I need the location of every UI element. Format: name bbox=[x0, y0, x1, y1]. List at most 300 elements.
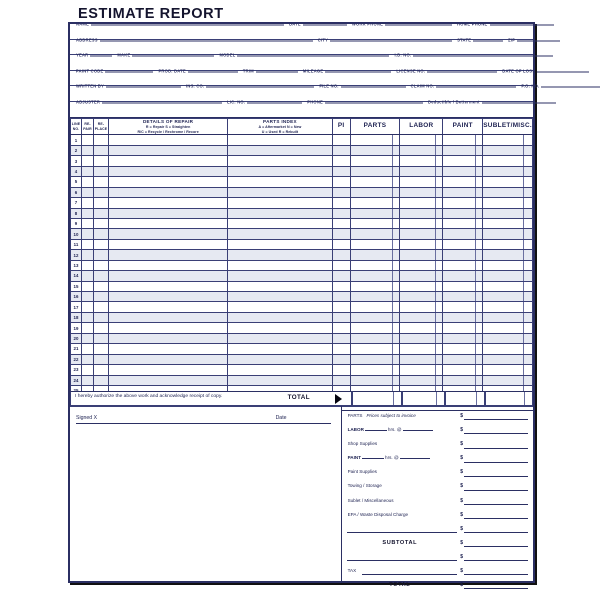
cell-repair[interactable] bbox=[81, 208, 93, 218]
cell-paint[interactable] bbox=[443, 187, 483, 197]
cell-parts[interactable] bbox=[350, 166, 400, 176]
cell-labor[interactable] bbox=[400, 302, 443, 312]
cell-details-of-repair[interactable] bbox=[108, 281, 227, 291]
field-input-rule[interactable] bbox=[100, 40, 313, 41]
field-input-rule[interactable] bbox=[206, 87, 314, 88]
field-input-rule[interactable] bbox=[237, 56, 389, 57]
cell-parts[interactable] bbox=[350, 302, 400, 312]
cell-details-of-repair[interactable] bbox=[108, 271, 227, 281]
cell-repair[interactable] bbox=[81, 375, 93, 385]
cell-sublet-misc[interactable] bbox=[483, 239, 533, 249]
cell-parts[interactable] bbox=[350, 250, 400, 260]
cell-paint[interactable] bbox=[443, 271, 483, 281]
field-phone[interactable] bbox=[307, 99, 428, 117]
field-zip[interactable] bbox=[508, 37, 565, 55]
cell-sublet-misc[interactable] bbox=[483, 145, 533, 155]
total-cell-sublet-misc[interactable] bbox=[485, 391, 533, 406]
cell-parts-index[interactable] bbox=[228, 135, 332, 145]
cell-parts-index[interactable] bbox=[228, 260, 332, 270]
table-row[interactable] bbox=[71, 229, 533, 239]
cell-paint[interactable] bbox=[443, 333, 483, 343]
field-p-o-no[interactable] bbox=[521, 83, 600, 101]
cell-replace[interactable] bbox=[93, 145, 108, 155]
cell-replace[interactable] bbox=[93, 229, 108, 239]
cell-paint[interactable] bbox=[443, 281, 483, 291]
cell-pi[interactable] bbox=[332, 323, 350, 333]
cell-parts[interactable] bbox=[350, 365, 400, 375]
cell-replace[interactable] bbox=[93, 260, 108, 270]
cell-paint[interactable] bbox=[443, 365, 483, 375]
cell-sublet-misc[interactable] bbox=[483, 333, 533, 343]
cell-pi[interactable] bbox=[332, 344, 350, 354]
summary-amount-rule[interactable] bbox=[464, 518, 528, 519]
cell-paint[interactable] bbox=[443, 323, 483, 333]
cell-replace[interactable] bbox=[93, 375, 108, 385]
summary-hours-input[interactable] bbox=[362, 458, 384, 459]
cell-parts-index[interactable] bbox=[228, 156, 332, 166]
cell-pi[interactable] bbox=[332, 239, 350, 249]
cell-pi[interactable] bbox=[332, 250, 350, 260]
field-input-rule[interactable] bbox=[303, 25, 347, 26]
cell-parts[interactable] bbox=[350, 354, 400, 364]
field-input-rule[interactable] bbox=[325, 71, 391, 72]
cell-parts[interactable] bbox=[350, 218, 400, 228]
cell-parts[interactable] bbox=[350, 198, 400, 208]
cell-pi[interactable] bbox=[332, 333, 350, 343]
cell-repair[interactable] bbox=[81, 218, 93, 228]
field-input-rule[interactable] bbox=[473, 40, 503, 41]
field-input-rule[interactable] bbox=[482, 102, 556, 103]
field-input-rule[interactable] bbox=[341, 87, 406, 88]
cell-pi[interactable] bbox=[332, 156, 350, 166]
cell-labor[interactable] bbox=[400, 375, 443, 385]
summary-amount-rule[interactable] bbox=[464, 462, 528, 463]
cell-labor[interactable] bbox=[400, 166, 443, 176]
cell-sublet-misc[interactable] bbox=[483, 260, 533, 270]
cell-details-of-repair[interactable] bbox=[108, 208, 227, 218]
field-ins-co[interactable] bbox=[185, 83, 319, 101]
cell-labor[interactable] bbox=[400, 145, 443, 155]
cell-labor[interactable] bbox=[400, 271, 443, 281]
cell-parts[interactable] bbox=[350, 145, 400, 155]
cell-paint[interactable] bbox=[443, 177, 483, 187]
cell-labor[interactable] bbox=[400, 250, 443, 260]
cell-parts-index[interactable] bbox=[228, 208, 332, 218]
cell-parts-index[interactable] bbox=[228, 218, 332, 228]
cell-pi[interactable] bbox=[332, 218, 350, 228]
cell-sublet-misc[interactable] bbox=[483, 365, 533, 375]
cell-parts-index[interactable] bbox=[228, 302, 332, 312]
cell-parts[interactable] bbox=[350, 344, 400, 354]
field-mileage[interactable] bbox=[302, 68, 396, 86]
cell-paint[interactable] bbox=[443, 354, 483, 364]
cell-labor[interactable] bbox=[400, 187, 443, 197]
cell-paint[interactable] bbox=[443, 145, 483, 155]
cell-labor[interactable] bbox=[400, 198, 443, 208]
summary-hours-input[interactable] bbox=[365, 430, 387, 431]
cell-pi[interactable] bbox=[332, 208, 350, 218]
cell-labor[interactable] bbox=[400, 281, 443, 291]
summary-amount-rule[interactable] bbox=[464, 433, 528, 434]
cell-sublet-misc[interactable] bbox=[483, 354, 533, 364]
field-input-rule[interactable] bbox=[490, 25, 554, 26]
cell-sublet-misc[interactable] bbox=[483, 281, 533, 291]
table-row[interactable] bbox=[71, 198, 533, 208]
cell-parts-index[interactable] bbox=[228, 229, 332, 239]
cell-details-of-repair[interactable] bbox=[108, 218, 227, 228]
table-row[interactable] bbox=[71, 187, 533, 197]
total-cell-paint[interactable] bbox=[445, 391, 485, 406]
cell-repair[interactable] bbox=[81, 281, 93, 291]
summary-amount-rule[interactable] bbox=[464, 532, 528, 533]
cell-pi[interactable] bbox=[332, 365, 350, 375]
table-row[interactable] bbox=[71, 323, 533, 333]
cell-paint[interactable] bbox=[443, 292, 483, 302]
cell-paint[interactable] bbox=[443, 250, 483, 260]
cell-details-of-repair[interactable] bbox=[108, 145, 227, 155]
cell-sublet-misc[interactable] bbox=[483, 135, 533, 145]
summary-rate-input[interactable] bbox=[403, 430, 433, 431]
table-row[interactable] bbox=[71, 302, 533, 312]
cell-sublet-misc[interactable] bbox=[483, 344, 533, 354]
cell-replace[interactable] bbox=[93, 198, 108, 208]
cell-parts-index[interactable] bbox=[228, 354, 332, 364]
cell-pi[interactable] bbox=[332, 281, 350, 291]
field-work-phone[interactable] bbox=[351, 21, 457, 39]
summary-amount-rule[interactable] bbox=[464, 504, 528, 505]
cell-pi[interactable] bbox=[332, 354, 350, 364]
cell-parts-index[interactable] bbox=[228, 187, 332, 197]
cell-paint[interactable] bbox=[443, 218, 483, 228]
cell-parts-index[interactable] bbox=[228, 323, 332, 333]
cell-paint[interactable] bbox=[443, 198, 483, 208]
cell-paint[interactable] bbox=[443, 208, 483, 218]
cell-sublet-misc[interactable] bbox=[483, 323, 533, 333]
cell-replace[interactable] bbox=[93, 344, 108, 354]
field-input-rule[interactable] bbox=[385, 25, 452, 26]
cell-labor[interactable] bbox=[400, 365, 443, 375]
cell-labor[interactable] bbox=[400, 344, 443, 354]
table-row[interactable] bbox=[71, 354, 533, 364]
cell-sublet-misc[interactable] bbox=[483, 375, 533, 385]
cell-paint[interactable] bbox=[443, 312, 483, 322]
cell-pi[interactable] bbox=[332, 135, 350, 145]
cell-pi[interactable] bbox=[332, 271, 350, 281]
cell-repair[interactable] bbox=[81, 229, 93, 239]
cell-pi[interactable] bbox=[332, 375, 350, 385]
field-input-rule[interactable] bbox=[325, 102, 423, 103]
cell-parts[interactable] bbox=[350, 312, 400, 322]
cell-parts-index[interactable] bbox=[228, 198, 332, 208]
cell-parts-index[interactable] bbox=[228, 145, 332, 155]
cell-details-of-repair[interactable] bbox=[108, 177, 227, 187]
cell-repair[interactable] bbox=[81, 292, 93, 302]
cell-pi[interactable] bbox=[332, 166, 350, 176]
cell-parts-index[interactable] bbox=[228, 375, 332, 385]
cell-pi[interactable] bbox=[332, 312, 350, 322]
summary-amount-rule[interactable] bbox=[464, 490, 528, 491]
table-row[interactable] bbox=[71, 218, 533, 228]
cell-repair[interactable] bbox=[81, 312, 93, 322]
cell-replace[interactable] bbox=[93, 354, 108, 364]
cell-replace[interactable] bbox=[93, 250, 108, 260]
cell-details-of-repair[interactable] bbox=[108, 260, 227, 270]
cell-labor[interactable] bbox=[400, 135, 443, 145]
cell-details-of-repair[interactable] bbox=[108, 333, 227, 343]
table-row[interactable] bbox=[71, 260, 533, 270]
cell-sublet-misc[interactable] bbox=[483, 208, 533, 218]
cell-repair[interactable] bbox=[81, 250, 93, 260]
cell-repair[interactable] bbox=[81, 365, 93, 375]
cell-sublet-misc[interactable] bbox=[483, 166, 533, 176]
cell-details-of-repair[interactable] bbox=[108, 187, 227, 197]
cell-details-of-repair[interactable] bbox=[108, 312, 227, 322]
field-input-rule[interactable] bbox=[537, 71, 589, 72]
cell-parts-index[interactable] bbox=[228, 365, 332, 375]
cell-parts[interactable] bbox=[350, 156, 400, 166]
cell-repair[interactable] bbox=[81, 239, 93, 249]
cell-paint[interactable] bbox=[443, 229, 483, 239]
cell-sublet-misc[interactable] bbox=[483, 156, 533, 166]
summary-amount-rule[interactable] bbox=[464, 448, 528, 449]
cell-parts-index[interactable] bbox=[228, 333, 332, 343]
table-row[interactable] bbox=[71, 375, 533, 385]
field-input-rule[interactable] bbox=[105, 71, 153, 72]
cell-pi[interactable] bbox=[332, 145, 350, 155]
cell-parts[interactable] bbox=[350, 271, 400, 281]
cell-replace[interactable] bbox=[93, 135, 108, 145]
cell-parts[interactable] bbox=[350, 281, 400, 291]
cell-parts[interactable] bbox=[350, 135, 400, 145]
cell-replace[interactable] bbox=[93, 302, 108, 312]
cell-sublet-misc[interactable] bbox=[483, 271, 533, 281]
cell-replace[interactable] bbox=[93, 365, 108, 375]
cell-parts[interactable] bbox=[350, 187, 400, 197]
field-city[interactable] bbox=[317, 37, 457, 55]
cell-repair[interactable] bbox=[81, 302, 93, 312]
cell-parts[interactable] bbox=[350, 333, 400, 343]
cell-pi[interactable] bbox=[332, 302, 350, 312]
table-row[interactable] bbox=[71, 292, 533, 302]
field-input-rule[interactable] bbox=[256, 71, 298, 72]
summary-amount-rule[interactable] bbox=[464, 588, 528, 589]
cell-parts-index[interactable] bbox=[228, 250, 332, 260]
table-row[interactable] bbox=[71, 281, 533, 291]
field-input-rule[interactable] bbox=[188, 71, 238, 72]
cell-pi[interactable] bbox=[332, 229, 350, 239]
cell-labor[interactable] bbox=[400, 292, 443, 302]
cell-parts-index[interactable] bbox=[228, 239, 332, 249]
field-input-rule[interactable] bbox=[517, 40, 560, 41]
field-deductible-betterment[interactable] bbox=[428, 99, 561, 117]
cell-pi[interactable] bbox=[332, 198, 350, 208]
cell-paint[interactable] bbox=[443, 375, 483, 385]
cell-parts[interactable] bbox=[350, 239, 400, 249]
cell-parts-index[interactable] bbox=[228, 177, 332, 187]
cell-details-of-repair[interactable] bbox=[108, 375, 227, 385]
summary-rate-input[interactable] bbox=[400, 458, 430, 459]
field-input-rule[interactable] bbox=[102, 102, 222, 103]
cell-labor[interactable] bbox=[400, 239, 443, 249]
field-input-rule[interactable] bbox=[413, 56, 553, 57]
cell-paint[interactable] bbox=[443, 156, 483, 166]
table-row[interactable] bbox=[71, 333, 533, 343]
cell-details-of-repair[interactable] bbox=[108, 229, 227, 239]
field-input-rule[interactable] bbox=[541, 87, 600, 88]
cell-parts[interactable] bbox=[350, 208, 400, 218]
cell-sublet-misc[interactable] bbox=[483, 302, 533, 312]
cell-details-of-repair[interactable] bbox=[108, 292, 227, 302]
cell-labor[interactable] bbox=[400, 229, 443, 239]
table-row[interactable] bbox=[71, 344, 533, 354]
cell-sublet-misc[interactable] bbox=[483, 250, 533, 260]
cell-sublet-misc[interactable] bbox=[483, 177, 533, 187]
field-adjuster[interactable] bbox=[76, 99, 227, 117]
cell-parts[interactable] bbox=[350, 375, 400, 385]
cell-parts-index[interactable] bbox=[228, 312, 332, 322]
cell-replace[interactable] bbox=[93, 177, 108, 187]
field-input-rule[interactable] bbox=[91, 25, 284, 26]
summary-blank-rule[interactable] bbox=[347, 560, 457, 561]
field-lic-no[interactable] bbox=[227, 99, 307, 117]
field-name[interactable] bbox=[76, 21, 289, 39]
cell-pi[interactable] bbox=[332, 292, 350, 302]
cell-repair[interactable] bbox=[81, 187, 93, 197]
cell-replace[interactable] bbox=[93, 312, 108, 322]
cell-labor[interactable] bbox=[400, 260, 443, 270]
cell-details-of-repair[interactable] bbox=[108, 239, 227, 249]
table-row[interactable] bbox=[71, 250, 533, 260]
cell-parts[interactable] bbox=[350, 260, 400, 270]
table-row[interactable] bbox=[71, 312, 533, 322]
summary-blank-rule[interactable] bbox=[347, 532, 457, 533]
summary-amount-rule[interactable] bbox=[464, 419, 528, 420]
cell-repair[interactable] bbox=[81, 166, 93, 176]
cell-replace[interactable] bbox=[93, 156, 108, 166]
table-row[interactable] bbox=[71, 208, 533, 218]
cell-sublet-misc[interactable] bbox=[483, 218, 533, 228]
cell-repair[interactable] bbox=[81, 271, 93, 281]
table-row[interactable] bbox=[71, 145, 533, 155]
cell-replace[interactable] bbox=[93, 281, 108, 291]
summary-amount-rule[interactable] bbox=[464, 574, 528, 575]
cell-repair[interactable] bbox=[81, 323, 93, 333]
cell-replace[interactable] bbox=[93, 333, 108, 343]
field-input-rule[interactable] bbox=[90, 56, 112, 57]
cell-labor[interactable] bbox=[400, 177, 443, 187]
field-file-no[interactable] bbox=[319, 83, 410, 101]
summary-amount-rule[interactable] bbox=[464, 560, 528, 561]
cell-repair[interactable] bbox=[81, 198, 93, 208]
field-input-rule[interactable] bbox=[132, 56, 214, 57]
cell-parts-index[interactable] bbox=[228, 344, 332, 354]
cell-paint[interactable] bbox=[443, 260, 483, 270]
cell-details-of-repair[interactable] bbox=[108, 323, 227, 333]
field-address[interactable] bbox=[76, 37, 318, 55]
cell-parts[interactable] bbox=[350, 177, 400, 187]
cell-replace[interactable] bbox=[93, 166, 108, 176]
table-row[interactable] bbox=[71, 365, 533, 375]
cell-labor[interactable] bbox=[400, 323, 443, 333]
field-input-rule[interactable] bbox=[427, 71, 497, 72]
table-row[interactable] bbox=[71, 156, 533, 166]
cell-sublet-misc[interactable] bbox=[483, 312, 533, 322]
cell-paint[interactable] bbox=[443, 302, 483, 312]
cell-pi[interactable] bbox=[332, 187, 350, 197]
cell-repair[interactable] bbox=[81, 135, 93, 145]
cell-details-of-repair[interactable] bbox=[108, 354, 227, 364]
field-state[interactable] bbox=[457, 37, 508, 55]
signature-line[interactable] bbox=[76, 423, 331, 424]
cell-repair[interactable] bbox=[81, 177, 93, 187]
cell-sublet-misc[interactable] bbox=[483, 229, 533, 239]
cell-labor[interactable] bbox=[400, 312, 443, 322]
cell-sublet-misc[interactable] bbox=[483, 198, 533, 208]
cell-pi[interactable] bbox=[332, 260, 350, 270]
field-input-rule[interactable] bbox=[247, 102, 302, 103]
cell-replace[interactable] bbox=[93, 239, 108, 249]
field-input-rule[interactable] bbox=[330, 40, 452, 41]
cell-labor[interactable] bbox=[400, 208, 443, 218]
cell-details-of-repair[interactable] bbox=[108, 344, 227, 354]
cell-details-of-repair[interactable] bbox=[108, 250, 227, 260]
total-cell-labor[interactable] bbox=[402, 391, 445, 406]
cell-replace[interactable] bbox=[93, 187, 108, 197]
field-input-rule[interactable] bbox=[436, 87, 516, 88]
cell-repair[interactable] bbox=[81, 145, 93, 155]
cell-details-of-repair[interactable] bbox=[108, 135, 227, 145]
cell-repair[interactable] bbox=[81, 333, 93, 343]
cell-details-of-repair[interactable] bbox=[108, 166, 227, 176]
cell-parts-index[interactable] bbox=[228, 271, 332, 281]
cell-repair[interactable] bbox=[81, 156, 93, 166]
cell-sublet-misc[interactable] bbox=[483, 187, 533, 197]
field-trim[interactable] bbox=[242, 68, 303, 86]
cell-details-of-repair[interactable] bbox=[108, 198, 227, 208]
cell-paint[interactable] bbox=[443, 135, 483, 145]
total-cell-parts[interactable] bbox=[352, 391, 402, 406]
cell-parts[interactable] bbox=[350, 292, 400, 302]
table-row[interactable] bbox=[71, 239, 533, 249]
cell-parts-index[interactable] bbox=[228, 292, 332, 302]
cell-parts-index[interactable] bbox=[228, 281, 332, 291]
cell-repair[interactable] bbox=[81, 344, 93, 354]
field-input-rule[interactable] bbox=[106, 87, 181, 88]
cell-sublet-misc[interactable] bbox=[483, 292, 533, 302]
cell-parts-index[interactable] bbox=[228, 166, 332, 176]
cell-labor[interactable] bbox=[400, 333, 443, 343]
field-date-of-loss[interactable] bbox=[502, 68, 594, 86]
cell-parts[interactable] bbox=[350, 323, 400, 333]
cell-paint[interactable] bbox=[443, 166, 483, 176]
cell-replace[interactable] bbox=[93, 292, 108, 302]
table-row[interactable] bbox=[71, 177, 533, 187]
summary-tax-rule[interactable] bbox=[362, 574, 457, 575]
cell-replace[interactable] bbox=[93, 208, 108, 218]
cell-details-of-repair[interactable] bbox=[108, 365, 227, 375]
summary-amount-rule[interactable] bbox=[464, 546, 528, 547]
cell-paint[interactable] bbox=[443, 239, 483, 249]
table-row[interactable] bbox=[71, 166, 533, 176]
table-row[interactable] bbox=[71, 271, 533, 281]
cell-paint[interactable] bbox=[443, 344, 483, 354]
cell-labor[interactable] bbox=[400, 354, 443, 364]
cell-details-of-repair[interactable] bbox=[108, 302, 227, 312]
cell-labor[interactable] bbox=[400, 218, 443, 228]
cell-replace[interactable] bbox=[93, 323, 108, 333]
cell-labor[interactable] bbox=[400, 156, 443, 166]
cell-replace[interactable] bbox=[93, 218, 108, 228]
